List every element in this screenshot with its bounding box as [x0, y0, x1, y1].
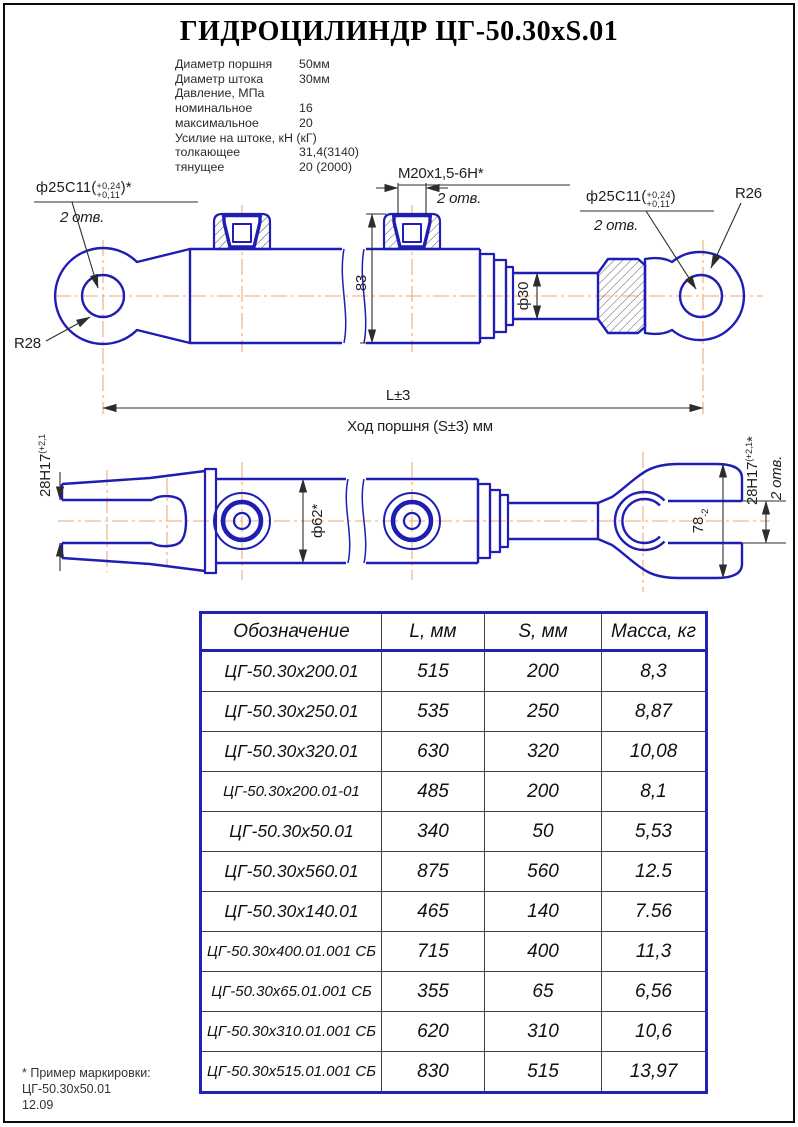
cell-stroke: 200: [485, 651, 602, 692]
thread-holes-label: 2 отв.: [437, 190, 482, 207]
spec-value: 20: [299, 115, 313, 130]
dim-83: 83: [353, 274, 370, 292]
col-stroke: S, мм: [485, 613, 602, 651]
table-row: [201, 1012, 707, 1052]
cell-length: 875: [382, 852, 485, 892]
cell-designation: ЦГ-50.30х200.01: [201, 651, 382, 692]
spec-value: 30мм: [299, 71, 330, 86]
centerlines: [55, 205, 770, 592]
cell-mass: 11,3: [602, 932, 707, 972]
cell-stroke: 200: [485, 772, 602, 812]
cell-stroke: 250: [485, 692, 602, 732]
fork-bore-left-label: $28H17^{(+2,1}$: [37, 434, 54, 497]
table-row: [201, 1052, 707, 1093]
side-view: [55, 214, 744, 344]
cell-length: 355: [382, 972, 485, 1012]
cell-stroke: 320: [485, 732, 602, 772]
cell-stroke: 515: [485, 1052, 602, 1093]
spec-label: Диаметр штока: [175, 71, 264, 86]
left-holes-label: 2 отв.: [60, 209, 105, 226]
spec-label: Давление, МПа: [175, 86, 265, 101]
cell-stroke: 50: [485, 812, 602, 852]
cell-mass: 6,56: [602, 972, 707, 1012]
cell-designation: ЦГ-50.30х200.01-01: [201, 772, 382, 812]
col-length: L, мм: [382, 613, 485, 651]
cell-designation: ЦГ-50.30х140.01: [201, 892, 382, 932]
cell-mass: 8,3: [602, 651, 707, 692]
marking-note-title: * Пример маркировки:: [22, 1066, 151, 1080]
cell-designation: ЦГ-50.30х515.01.001 СБ: [201, 1052, 382, 1093]
marking-note: [22, 1065, 151, 1113]
cell-stroke: 560: [485, 852, 602, 892]
spec-label: максимальное: [175, 115, 259, 130]
spec-label: номинальное: [175, 101, 253, 116]
table-header-row: [201, 613, 707, 651]
cell-length: 620: [382, 1012, 485, 1052]
cell-stroke: 140: [485, 892, 602, 932]
spec-value: 16: [299, 101, 313, 116]
fork-bore-right-label: $28H17^{(+2,1}*$: [744, 436, 761, 505]
tolerance-stack: +0,24 +0,11: [646, 190, 671, 209]
table-row: [201, 932, 707, 972]
dim-rod-dia: ф30: [515, 281, 532, 311]
radius-left-label: R28: [14, 335, 41, 352]
spec-value: 50мм: [299, 57, 330, 71]
table-row: [201, 772, 707, 812]
cell-length: 515: [382, 651, 485, 692]
cell-length: 485: [382, 772, 485, 812]
marking-note-date: 12.09: [22, 1098, 54, 1112]
fork-holes-right-label: 2 отв.: [768, 455, 785, 500]
thread-callout-label: M20x1,5-6H*: [398, 165, 484, 182]
size-table-body: [201, 651, 707, 1093]
dim-length: L±3: [385, 387, 411, 404]
tolerance-stack: +0,24 +0,11: [96, 181, 121, 200]
col-mass: Масса, кг: [602, 613, 707, 651]
table-row: [201, 892, 707, 932]
cell-length: 535: [382, 692, 485, 732]
cell-length: 630: [382, 732, 485, 772]
cell-mass: 8,87: [602, 692, 707, 732]
dim-stroke: Ход поршня (S±3) мм: [347, 418, 493, 435]
cell-stroke: 400: [485, 932, 602, 972]
cell-designation: ЦГ-50.30х50.01: [201, 812, 382, 852]
cell-length: 465: [382, 892, 485, 932]
cell-designation: ЦГ-50.30х65.01.001 СБ: [201, 972, 382, 1012]
cell-designation: ЦГ-50.30х400.01.001 СБ: [201, 932, 382, 972]
table-row: [201, 732, 707, 772]
spec-value: 20 (2000): [299, 159, 353, 174]
cell-mass: 8,1: [602, 772, 707, 812]
dim-bore-dia: ф62*: [309, 503, 326, 539]
dim-fork-width: $78_{-2}$: [690, 508, 711, 534]
cell-length: 715: [382, 932, 485, 972]
cell-mass: 5,53: [602, 812, 707, 852]
cell-designation: ЦГ-50.30х560.01: [201, 852, 382, 892]
cell-designation: ЦГ-50.30х310.01.001 СБ: [201, 1012, 382, 1052]
spec-label: Усилие на штоке, кН (кГ): [175, 130, 317, 145]
cell-mass: 13,97: [602, 1052, 707, 1093]
right-holes-label: 2 отв.: [594, 217, 639, 234]
cell-stroke: 310: [485, 1012, 602, 1052]
spec-value: 31,4(3140): [299, 145, 359, 160]
table-row: [201, 651, 707, 692]
cell-length: 830: [382, 1052, 485, 1093]
cell-mass: 10,08: [602, 732, 707, 772]
table-row: [201, 812, 707, 852]
cell-designation: ЦГ-50.30х320.01: [201, 732, 382, 772]
hole-callout-left: ф25C11( +0,24 +0,11 )*: [36, 180, 132, 200]
radius-right-label: R26: [735, 185, 762, 202]
rod-bushing: [598, 259, 645, 333]
marking-note-example: ЦГ-50.30х50.01: [22, 1082, 111, 1096]
cell-designation: ЦГ-50.30х250.01: [201, 692, 382, 732]
table-row: [201, 972, 707, 1012]
spec-label: толкающее: [175, 145, 241, 160]
cell-mass: 12.5: [602, 852, 707, 892]
page-title: ГИДРОЦИЛИНДР ЦГ-50.30хS.01: [179, 16, 619, 47]
table-row: [201, 692, 707, 732]
spec-label: тянущее: [175, 159, 225, 174]
spec-label: Диаметр поршня: [175, 57, 273, 71]
size-table: [199, 611, 708, 1094]
table-row: [201, 852, 707, 892]
hole-callout-right: ф25C11( +0,24 +0,11 ): [586, 189, 676, 209]
col-designation: Обозначение: [201, 613, 382, 651]
cell-stroke: 65: [485, 972, 602, 1012]
cell-mass: 10,6: [602, 1012, 707, 1052]
cell-mass: 7.56: [602, 892, 707, 932]
cell-length: 340: [382, 812, 485, 852]
